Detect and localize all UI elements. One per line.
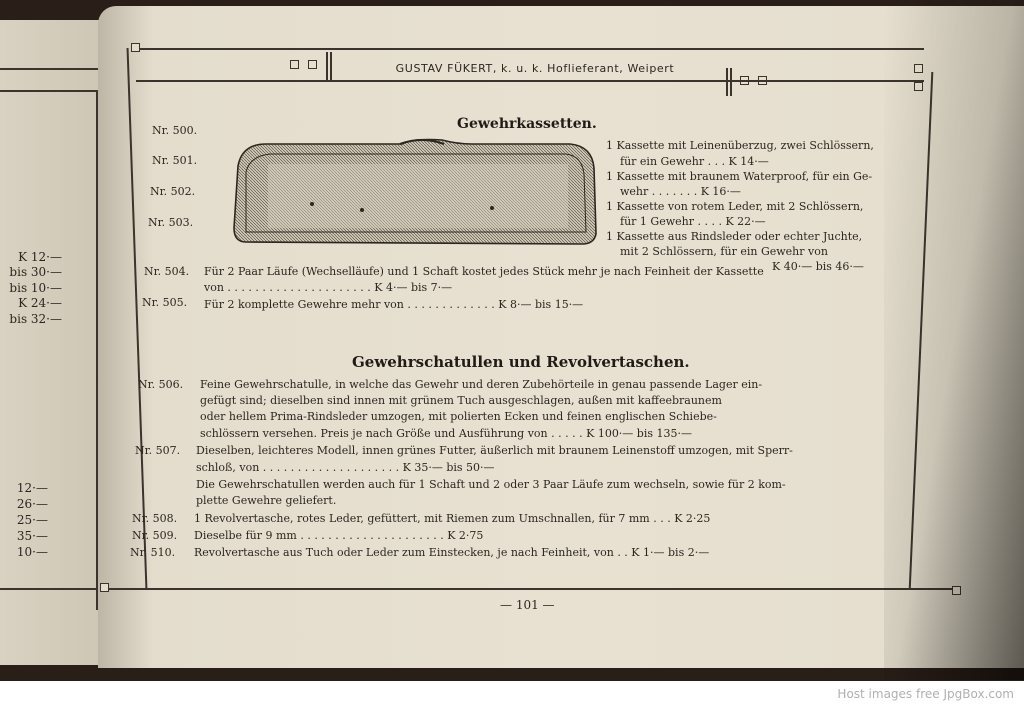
price-line: 1 Revolvertasche, rotes Leder, gefüttert, mit Riemen zum Umschnallen, für 7 mm . . . K 2·25 — [194, 512, 711, 525]
watermark-text: Host images free JpgBox.com — [837, 687, 1014, 701]
item-number: Nr. 500. — [152, 124, 198, 137]
description-line: 1 Kassette mit Leinenüberzug, zwei Schlössern, — [606, 139, 874, 152]
header-ornament — [758, 76, 767, 85]
header-divider — [730, 68, 732, 96]
item-number: Nr. 503. — [148, 216, 194, 229]
left-entry: 10·— — [16, 545, 48, 559]
description-line: für ein Gewehr . . . K 14·— — [620, 155, 769, 168]
description-line: Die Gewehrschatullen werden auch für 1 Schaft und 2 oder 3 Paar Läufe zum wechseln, sowie für 2 kom- — [196, 478, 786, 491]
left-entry: bis 32·— — [9, 312, 62, 326]
description-line: Dieselben, leichteres Modell, innen grünes Futter, äußerlich mit braunem Leinenstoff umzogen, mit Sperr- — [196, 444, 793, 457]
frame-corner-ornament — [131, 43, 140, 52]
description-line: 1 Kassette aus Rindsleder oder echter Juchte, — [606, 230, 863, 243]
item-number: Nr. 508. — [132, 512, 178, 525]
page-number: — 101 — — [500, 598, 555, 612]
description-line: 1 Kassette mit braunem Waterproof, für ein Ge- — [606, 170, 873, 183]
section-title: Gewehrkassetten. — [457, 116, 597, 132]
left-entry: K 12·— — [18, 250, 62, 264]
item-number: Nr. 510. — [130, 546, 176, 559]
item-number: Nr. 505. — [142, 296, 188, 309]
left-page-rule-bottom — [0, 588, 106, 590]
description-line: gefügt sind; dieselben sind innen mit grünem Tuch ausgeschlagen, außen mit kaffeebraunem — [200, 394, 722, 407]
catalog-page — [98, 6, 1024, 668]
price-line: K 40·— bis 46·— — [772, 260, 864, 273]
item-number: Nr. 502. — [150, 185, 196, 198]
header-ornament — [308, 60, 317, 69]
price-line: von . . . . . . . . . . . . . . . . . . . . . K 4·— bis 7·— — [204, 281, 453, 294]
left-entry: K 24·— — [18, 296, 62, 310]
price-line: Dieselbe für 9 mm . . . . . . . . . . . . . . . . . . . . . K 2·75 — [194, 529, 484, 542]
left-entry: bis 30·— — [9, 265, 62, 279]
gun-case-illustration — [232, 138, 600, 250]
frame-rule-top — [136, 48, 924, 50]
price-line: Revolvertasche aus Tuch oder Leder zum Einstecken, je nach Feinheit, von . . K 1·— bis 2·— — [194, 546, 710, 559]
left-entry: bis 10·— — [9, 281, 62, 295]
item-number: Nr. 504. — [144, 265, 190, 278]
price-line: Für 2 komplette Gewehre mehr von . . . . . . . . . . . . . K 8·— bis 15·— — [204, 298, 584, 311]
running-header: GUSTAV FÜKERT, k. u. k. Hoflieferant, Weipert — [395, 62, 675, 75]
price-line: schlössern versehen. Preis je nach Größe und Ausführung von . . . . . K 100·— bis 135·— — [200, 427, 692, 440]
frame-rule-bottom — [104, 588, 958, 590]
left-entry: 12·— — [16, 481, 48, 495]
description-line: Feine Gewehrschatulle, in welche das Gewehr und deren Zubehörteile in genau passende Lager ein- — [200, 378, 763, 391]
item-number: Nr. 509. — [132, 529, 178, 542]
header-ornament — [740, 76, 749, 85]
frame-corner-ornament — [914, 64, 923, 73]
description-line: plette Gewehre geliefert. — [196, 494, 337, 507]
description-line: oder hellem Prima-Rindsleder umzogen, mit polierten Ecken und feinen englischen Schiebe- — [200, 410, 717, 423]
left-entry: 35·— — [16, 529, 48, 543]
item-number: Nr. 507. — [135, 444, 181, 457]
description-line: wehr . . . . . . . K 16·— — [620, 185, 741, 198]
item-number: Nr. 501. — [152, 154, 198, 167]
description-line: mit 2 Schlössern, für ein Gewehr von — [620, 245, 828, 258]
item-number: Nr. 506. — [138, 378, 184, 391]
header-divider — [326, 52, 328, 80]
section-title: Gewehrschatullen und Revolvertaschen. — [352, 353, 690, 371]
frame-corner-ornament — [914, 82, 923, 91]
description-line: für 1 Gewehr . . . . K 22·— — [620, 215, 766, 228]
left-page-rule-top2 — [0, 90, 106, 92]
description-line: 1 Kassette von rotem Leder, mit 2 Schlössern, — [606, 200, 864, 213]
left-page-rule-top — [0, 68, 106, 70]
description-line: Für 2 Paar Läufe (Wechselläufe) und 1 Schaft kostet jedes Stück mehr je nach Feinheit der Kassette — [204, 265, 764, 278]
header-divider — [330, 52, 332, 80]
left-entry: 25·— — [16, 513, 48, 527]
frame-corner-ornament — [952, 586, 961, 595]
price-line: schloß, von . . . . . . . . . . . . . . . . . . . . K 35·— bis 50·— — [196, 461, 495, 474]
frame-corner-ornament — [100, 583, 109, 592]
header-ornament — [290, 60, 299, 69]
left-entry: 26·— — [16, 497, 48, 511]
header-divider — [726, 68, 728, 96]
